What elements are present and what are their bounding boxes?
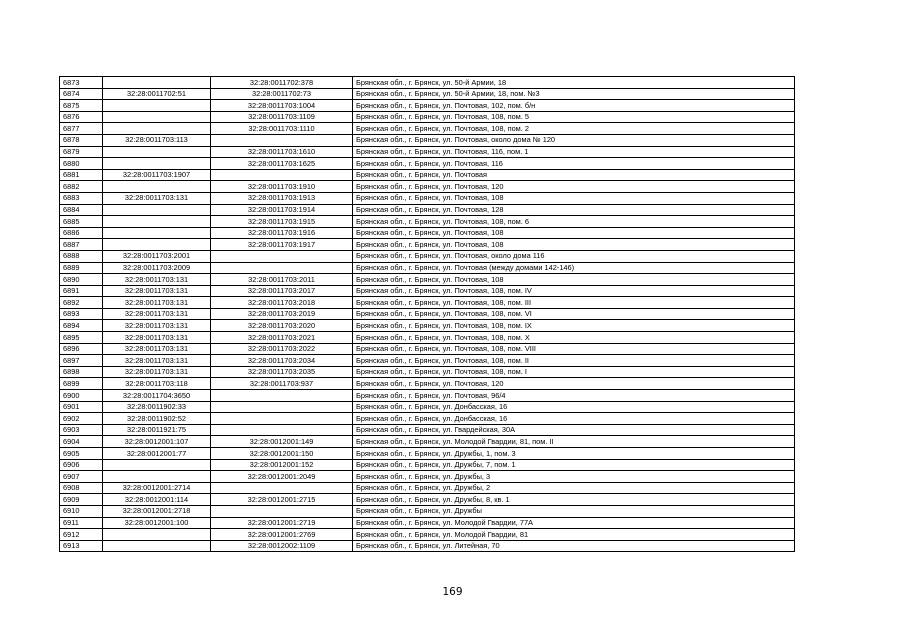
cadastral-number-land-cell: 32:28:0011703:118 — [103, 378, 211, 390]
table-row — [60, 274, 795, 286]
cadastral-number-object-cell: 32:28:0011703:2020 — [211, 320, 353, 332]
table-row — [60, 111, 795, 123]
cadastral-number-object-cell — [211, 169, 353, 181]
table-row — [60, 123, 795, 135]
table-row — [60, 204, 795, 216]
cadastral-number-object-cell: 32:28:0011702:378 — [211, 77, 353, 89]
cadastral-number-object-cell: 32:28:0011703:2034 — [211, 355, 353, 367]
cadastral-number-object-cell — [211, 482, 353, 494]
row-number-cell: 6878 — [60, 134, 103, 146]
cadastral-number-land-cell: 32:28:0011703:131 — [103, 285, 211, 297]
address-cell: Брянская обл., г. Брянск, ул. Молодой Гвардии, 81, пом. II — [353, 436, 795, 448]
cadastral-number-land-cell: 32:28:0011704:3650 — [103, 390, 211, 402]
cadastral-number-object-cell: 32:28:0011703:1917 — [211, 239, 353, 251]
table-row — [60, 77, 795, 89]
row-number-cell: 6890 — [60, 274, 103, 286]
cadastral-number-land-cell: 32:28:0011703:113 — [103, 134, 211, 146]
address-cell: Брянская обл., г. Брянск, ул. Дружбы, 8, кв. 1 — [353, 494, 795, 506]
table-row — [60, 320, 795, 332]
row-number-cell: 6895 — [60, 332, 103, 344]
row-number-cell: 6908 — [60, 482, 103, 494]
cadastral-number-object-cell — [211, 424, 353, 436]
cadastral-number-land-cell: 32:28:0012001:107 — [103, 436, 211, 448]
row-number-cell: 6881 — [60, 169, 103, 181]
cadastral-number-land-cell: 32:28:0012001:2714 — [103, 482, 211, 494]
row-number-cell: 6907 — [60, 471, 103, 483]
cadastral-number-object-cell: 32:28:0011703:1914 — [211, 204, 353, 216]
table-row — [60, 459, 795, 471]
cadastral-number-land-cell — [103, 158, 211, 170]
address-cell: Брянская обл., г. Брянск, ул. Почтовая, 108, пом. 2 — [353, 123, 795, 135]
cadastral-number-object-cell: 32:28:0011702:73 — [211, 88, 353, 100]
table-row — [60, 448, 795, 460]
table-row — [60, 158, 795, 170]
address-cell: Брянская обл., г. Брянск, ул. Дружбы, 7, пом. 1 — [353, 459, 795, 471]
cadastral-number-object-cell: 32:28:0012001:2769 — [211, 529, 353, 541]
row-number-cell: 6909 — [60, 494, 103, 506]
cadastral-number-land-cell: 32:28:0011703:131 — [103, 308, 211, 320]
table-row — [60, 505, 795, 517]
cadastral-number-object-cell: 32:28:0011703:2019 — [211, 308, 353, 320]
row-number-cell: 6906 — [60, 459, 103, 471]
table-row — [60, 134, 795, 146]
row-number-cell: 6901 — [60, 401, 103, 413]
cadastral-number-land-cell: 32:28:0011702:51 — [103, 88, 211, 100]
row-number-cell: 6905 — [60, 448, 103, 460]
table-row — [60, 227, 795, 239]
table-row — [60, 297, 795, 309]
cadastral-number-land-cell: 32:28:0011703:131 — [103, 343, 211, 355]
row-number-cell: 6913 — [60, 540, 103, 552]
cadastral-number-land-cell — [103, 540, 211, 552]
cadastral-number-object-cell: 32:28:0011703:1916 — [211, 227, 353, 239]
row-number-cell: 6874 — [60, 88, 103, 100]
cadastral-number-land-cell: 32:28:0011703:131 — [103, 192, 211, 204]
row-number-cell: 6892 — [60, 297, 103, 309]
address-cell: Брянская обл., г. Брянск, ул. Почтовая, 128 — [353, 204, 795, 216]
address-cell: Брянская обл., г. Брянск, ул. Почтовая, около дома № 120 — [353, 134, 795, 146]
address-cell: Брянская обл., г. Брянск, ул. Донбасская, 16 — [353, 413, 795, 425]
address-cell: Брянская обл., г. Брянск, ул. Почтовая, 108, пом. IV — [353, 285, 795, 297]
address-cell: Брянская обл., г. Брянск, ул. Почтовая, около дома 116 — [353, 250, 795, 262]
address-cell: Брянская обл., г. Брянск, ул. Почтовая, 108, пом. 5 — [353, 111, 795, 123]
address-cell: Брянская обл., г. Брянск, ул. Дружбы — [353, 505, 795, 517]
cadastral-number-land-cell: 32:28:0012001:2718 — [103, 505, 211, 517]
cadastral-number-land-cell: 32:28:0011703:131 — [103, 320, 211, 332]
table-row — [60, 482, 795, 494]
address-cell: Брянская обл., г. Брянск, ул. Почтовая, 108, пом. I — [353, 366, 795, 378]
table-row — [60, 471, 795, 483]
table-row — [60, 250, 795, 262]
cadastral-number-object-cell: 32:28:0011703:2011 — [211, 274, 353, 286]
cadastral-number-land-cell — [103, 529, 211, 541]
cadastral-number-object-cell: 32:28:0011703:1110 — [211, 123, 353, 135]
address-cell: Брянская обл., г. Брянск, ул. Почтовая, 108, пом. IX — [353, 320, 795, 332]
cadastral-number-land-cell — [103, 239, 211, 251]
address-cell: Брянская обл., г. Брянск, ул. Почтовая, 108, пом. VI — [353, 308, 795, 320]
cadastral-number-object-cell: 32:28:0012001:2719 — [211, 517, 353, 529]
row-number-cell: 6902 — [60, 413, 103, 425]
address-cell: Брянская обл., г. Брянск, ул. Дружбы, 2 — [353, 482, 795, 494]
address-cell: Брянская обл., г. Брянск, ул. Почтовая, 108, пом. II — [353, 355, 795, 367]
cadastral-number-land-cell — [103, 227, 211, 239]
address-cell: Брянская обл., г. Брянск, ул. Почтовая, 108, пом. VIII — [353, 343, 795, 355]
address-cell: Брянская обл., г. Брянск, ул. Донбасская, 16 — [353, 401, 795, 413]
cadastral-number-object-cell: 32:28:0011703:2035 — [211, 366, 353, 378]
address-cell: Брянская обл., г. Брянск, ул. Почтовая, 108, пом. X — [353, 332, 795, 344]
cadastral-number-land-cell — [103, 77, 211, 89]
row-number-cell: 6877 — [60, 123, 103, 135]
row-number-cell: 6894 — [60, 320, 103, 332]
cadastral-number-object-cell — [211, 250, 353, 262]
row-number-cell: 6910 — [60, 505, 103, 517]
table-row — [60, 529, 795, 541]
cadastral-number-object-cell — [211, 401, 353, 413]
row-number-cell: 6884 — [60, 204, 103, 216]
row-number-cell: 6912 — [60, 529, 103, 541]
cadastral-number-object-cell: 32:28:0011703:1610 — [211, 146, 353, 158]
row-number-cell: 6904 — [60, 436, 103, 448]
cadastral-number-object-cell: 32:28:0011703:1004 — [211, 100, 353, 112]
cadastral-number-object-cell: 32:28:0012001:150 — [211, 448, 353, 460]
cadastral-number-object-cell: 32:28:0011703:1915 — [211, 216, 353, 228]
table-row — [60, 366, 795, 378]
cadastral-number-object-cell — [211, 390, 353, 402]
table-row — [60, 355, 795, 367]
cadastral-number-land-cell: 32:28:0011703:131 — [103, 366, 211, 378]
table-row — [60, 146, 795, 158]
cadastral-number-land-cell: 32:28:0011703:1907 — [103, 169, 211, 181]
address-cell: Брянская обл., г. Брянск, ул. Дружбы, 1, пом. 3 — [353, 448, 795, 460]
address-cell: Брянская обл., г. Брянск, ул. Почтовая (между домами 142-146) — [353, 262, 795, 274]
cadastral-number-object-cell: 32:28:0012001:149 — [211, 436, 353, 448]
row-number-cell: 6883 — [60, 192, 103, 204]
address-cell: Брянская обл., г. Брянск, ул. Почтовая — [353, 169, 795, 181]
table-row — [60, 413, 795, 425]
cadastral-number-object-cell: 32:28:0011703:1109 — [211, 111, 353, 123]
cadastral-number-land-cell — [103, 459, 211, 471]
address-cell: Брянская обл., г. Брянск, ул. Молодой Гвардии, 77А — [353, 517, 795, 529]
cadastral-number-land-cell: 32:28:0011902:52 — [103, 413, 211, 425]
table-row — [60, 390, 795, 402]
table-row — [60, 401, 795, 413]
table-row — [60, 88, 795, 100]
row-number-cell: 6880 — [60, 158, 103, 170]
cadastral-number-object-cell: 32:28:0012001:152 — [211, 459, 353, 471]
row-number-cell: 6886 — [60, 227, 103, 239]
address-cell: Брянская обл., г. Брянск, ул. Почтовая, 108 — [353, 227, 795, 239]
cadastral-number-land-cell: 32:28:0011703:2001 — [103, 250, 211, 262]
row-number-cell: 6876 — [60, 111, 103, 123]
table-row — [60, 169, 795, 181]
address-cell: Брянская обл., г. Брянск, ул. Почтовая, 108, пом. 6 — [353, 216, 795, 228]
row-number-cell: 6903 — [60, 424, 103, 436]
row-number-cell: 6888 — [60, 250, 103, 262]
address-cell: Брянская обл., г. Брянск, ул. Почтовая, 108 — [353, 274, 795, 286]
cadastral-number-object-cell — [211, 413, 353, 425]
address-cell: Брянская обл., г. Брянск, ул. Почтовая, 102, пом. б/н — [353, 100, 795, 112]
table-row — [60, 494, 795, 506]
row-number-cell: 6896 — [60, 343, 103, 355]
table-row — [60, 262, 795, 274]
cadastral-number-land-cell: 32:28:0011703:131 — [103, 355, 211, 367]
address-cell: Брянская обл., г. Брянск, ул. Почтовая, 96/4 — [353, 390, 795, 402]
cadastral-number-object-cell: 32:28:0011703:2017 — [211, 285, 353, 297]
cadastral-number-land-cell — [103, 146, 211, 158]
address-cell: Брянская обл., г. Брянск, ул. Почтовая, 108 — [353, 192, 795, 204]
table-row — [60, 424, 795, 436]
cadastral-number-object-cell: 32:28:0011703:2022 — [211, 343, 353, 355]
row-number-cell: 6898 — [60, 366, 103, 378]
cadastral-number-object-cell: 32:28:0011703:937 — [211, 378, 353, 390]
cadastral-number-land-cell — [103, 216, 211, 228]
cadastral-number-land-cell — [103, 471, 211, 483]
cadastral-number-object-cell: 32:28:0011703:1910 — [211, 181, 353, 193]
row-number-cell: 6893 — [60, 308, 103, 320]
row-number-cell: 6899 — [60, 378, 103, 390]
cadastral-number-object-cell — [211, 505, 353, 517]
address-cell: Брянская обл., г. Брянск, ул. Гвардейская, 30А — [353, 424, 795, 436]
cadastral-number-land-cell: 32:28:0011703:2009 — [103, 262, 211, 274]
row-number-cell: 6889 — [60, 262, 103, 274]
cadastral-number-object-cell: 32:28:0011703:1913 — [211, 192, 353, 204]
address-cell: Брянская обл., г. Брянск, ул. Литейная, 70 — [353, 540, 795, 552]
cadastral-number-object-cell: 32:28:0011703:2018 — [211, 297, 353, 309]
row-number-cell: 6911 — [60, 517, 103, 529]
row-number-cell: 6887 — [60, 239, 103, 251]
table-row — [60, 216, 795, 228]
cadastral-number-land-cell: 32:28:0011703:131 — [103, 332, 211, 344]
table-row — [60, 308, 795, 320]
cadastral-number-object-cell: 32:28:0012001:2715 — [211, 494, 353, 506]
row-number-cell: 6900 — [60, 390, 103, 402]
table-row — [60, 378, 795, 390]
table-row — [60, 517, 795, 529]
cadastral-number-object-cell: 32:28:0012002:1109 — [211, 540, 353, 552]
cadastral-number-object-cell — [211, 262, 353, 274]
table-row — [60, 285, 795, 297]
row-number-cell: 6879 — [60, 146, 103, 158]
cadastral-number-land-cell — [103, 100, 211, 112]
table-row — [60, 239, 795, 251]
cadastral-number-object-cell: 32:28:0011703:2021 — [211, 332, 353, 344]
address-cell: Брянская обл., г. Брянск, ул. Почтовая, 108 — [353, 239, 795, 251]
table-row — [60, 436, 795, 448]
address-cell: Брянская обл., г. Брянск, ул. Почтовая, 116 — [353, 158, 795, 170]
address-cell: Брянская обл., г. Брянск, ул. Почтовая, 108, пом. III — [353, 297, 795, 309]
table-row — [60, 332, 795, 344]
cadastral-number-object-cell: 32:28:0012001:2049 — [211, 471, 353, 483]
address-cell: Брянская обл., г. Брянск, ул. Дружбы, 3 — [353, 471, 795, 483]
address-cell: Брянская обл., г. Брянск, ул. 50-й Армии, 18 — [353, 77, 795, 89]
row-number-cell: 6882 — [60, 181, 103, 193]
table-row — [60, 192, 795, 204]
table-row — [60, 100, 795, 112]
cadastral-number-land-cell: 32:28:0011921:75 — [103, 424, 211, 436]
row-number-cell: 6897 — [60, 355, 103, 367]
cadastral-number-land-cell: 32:28:0011703:131 — [103, 274, 211, 286]
table-row — [60, 343, 795, 355]
address-cell: Брянская обл., г. Брянск, ул. Почтовая, 116, пом. 1 — [353, 146, 795, 158]
cadastral-number-object-cell: 32:28:0011703:1625 — [211, 158, 353, 170]
table-row — [60, 181, 795, 193]
address-cell: Брянская обл., г. Брянск, ул. 50-й Армии, 18, пом. №3 — [353, 88, 795, 100]
property-registry-table — [59, 76, 795, 552]
cadastral-number-land-cell: 32:28:0012001:77 — [103, 448, 211, 460]
registry-table-body — [60, 77, 795, 552]
address-cell: Брянская обл., г. Брянск, ул. Почтовая, 120 — [353, 378, 795, 390]
address-cell: Брянская обл., г. Брянск, ул. Молодой Гвардии, 81 — [353, 529, 795, 541]
cadastral-number-land-cell — [103, 123, 211, 135]
row-number-cell: 6873 — [60, 77, 103, 89]
page-number: 169 — [442, 586, 463, 598]
table-row — [60, 540, 795, 552]
cadastral-number-land-cell — [103, 204, 211, 216]
cadastral-number-land-cell: 32:28:0012001:114 — [103, 494, 211, 506]
row-number-cell: 6875 — [60, 100, 103, 112]
row-number-cell: 6885 — [60, 216, 103, 228]
row-number-cell: 6891 — [60, 285, 103, 297]
cadastral-number-object-cell — [211, 134, 353, 146]
cadastral-number-land-cell: 32:28:0012001:100 — [103, 517, 211, 529]
cadastral-number-land-cell — [103, 111, 211, 123]
cadastral-number-land-cell: 32:28:0011703:131 — [103, 297, 211, 309]
cadastral-number-land-cell — [103, 181, 211, 193]
address-cell: Брянская обл., г. Брянск, ул. Почтовая, 120 — [353, 181, 795, 193]
cadastral-number-land-cell: 32:28:0011902:33 — [103, 401, 211, 413]
